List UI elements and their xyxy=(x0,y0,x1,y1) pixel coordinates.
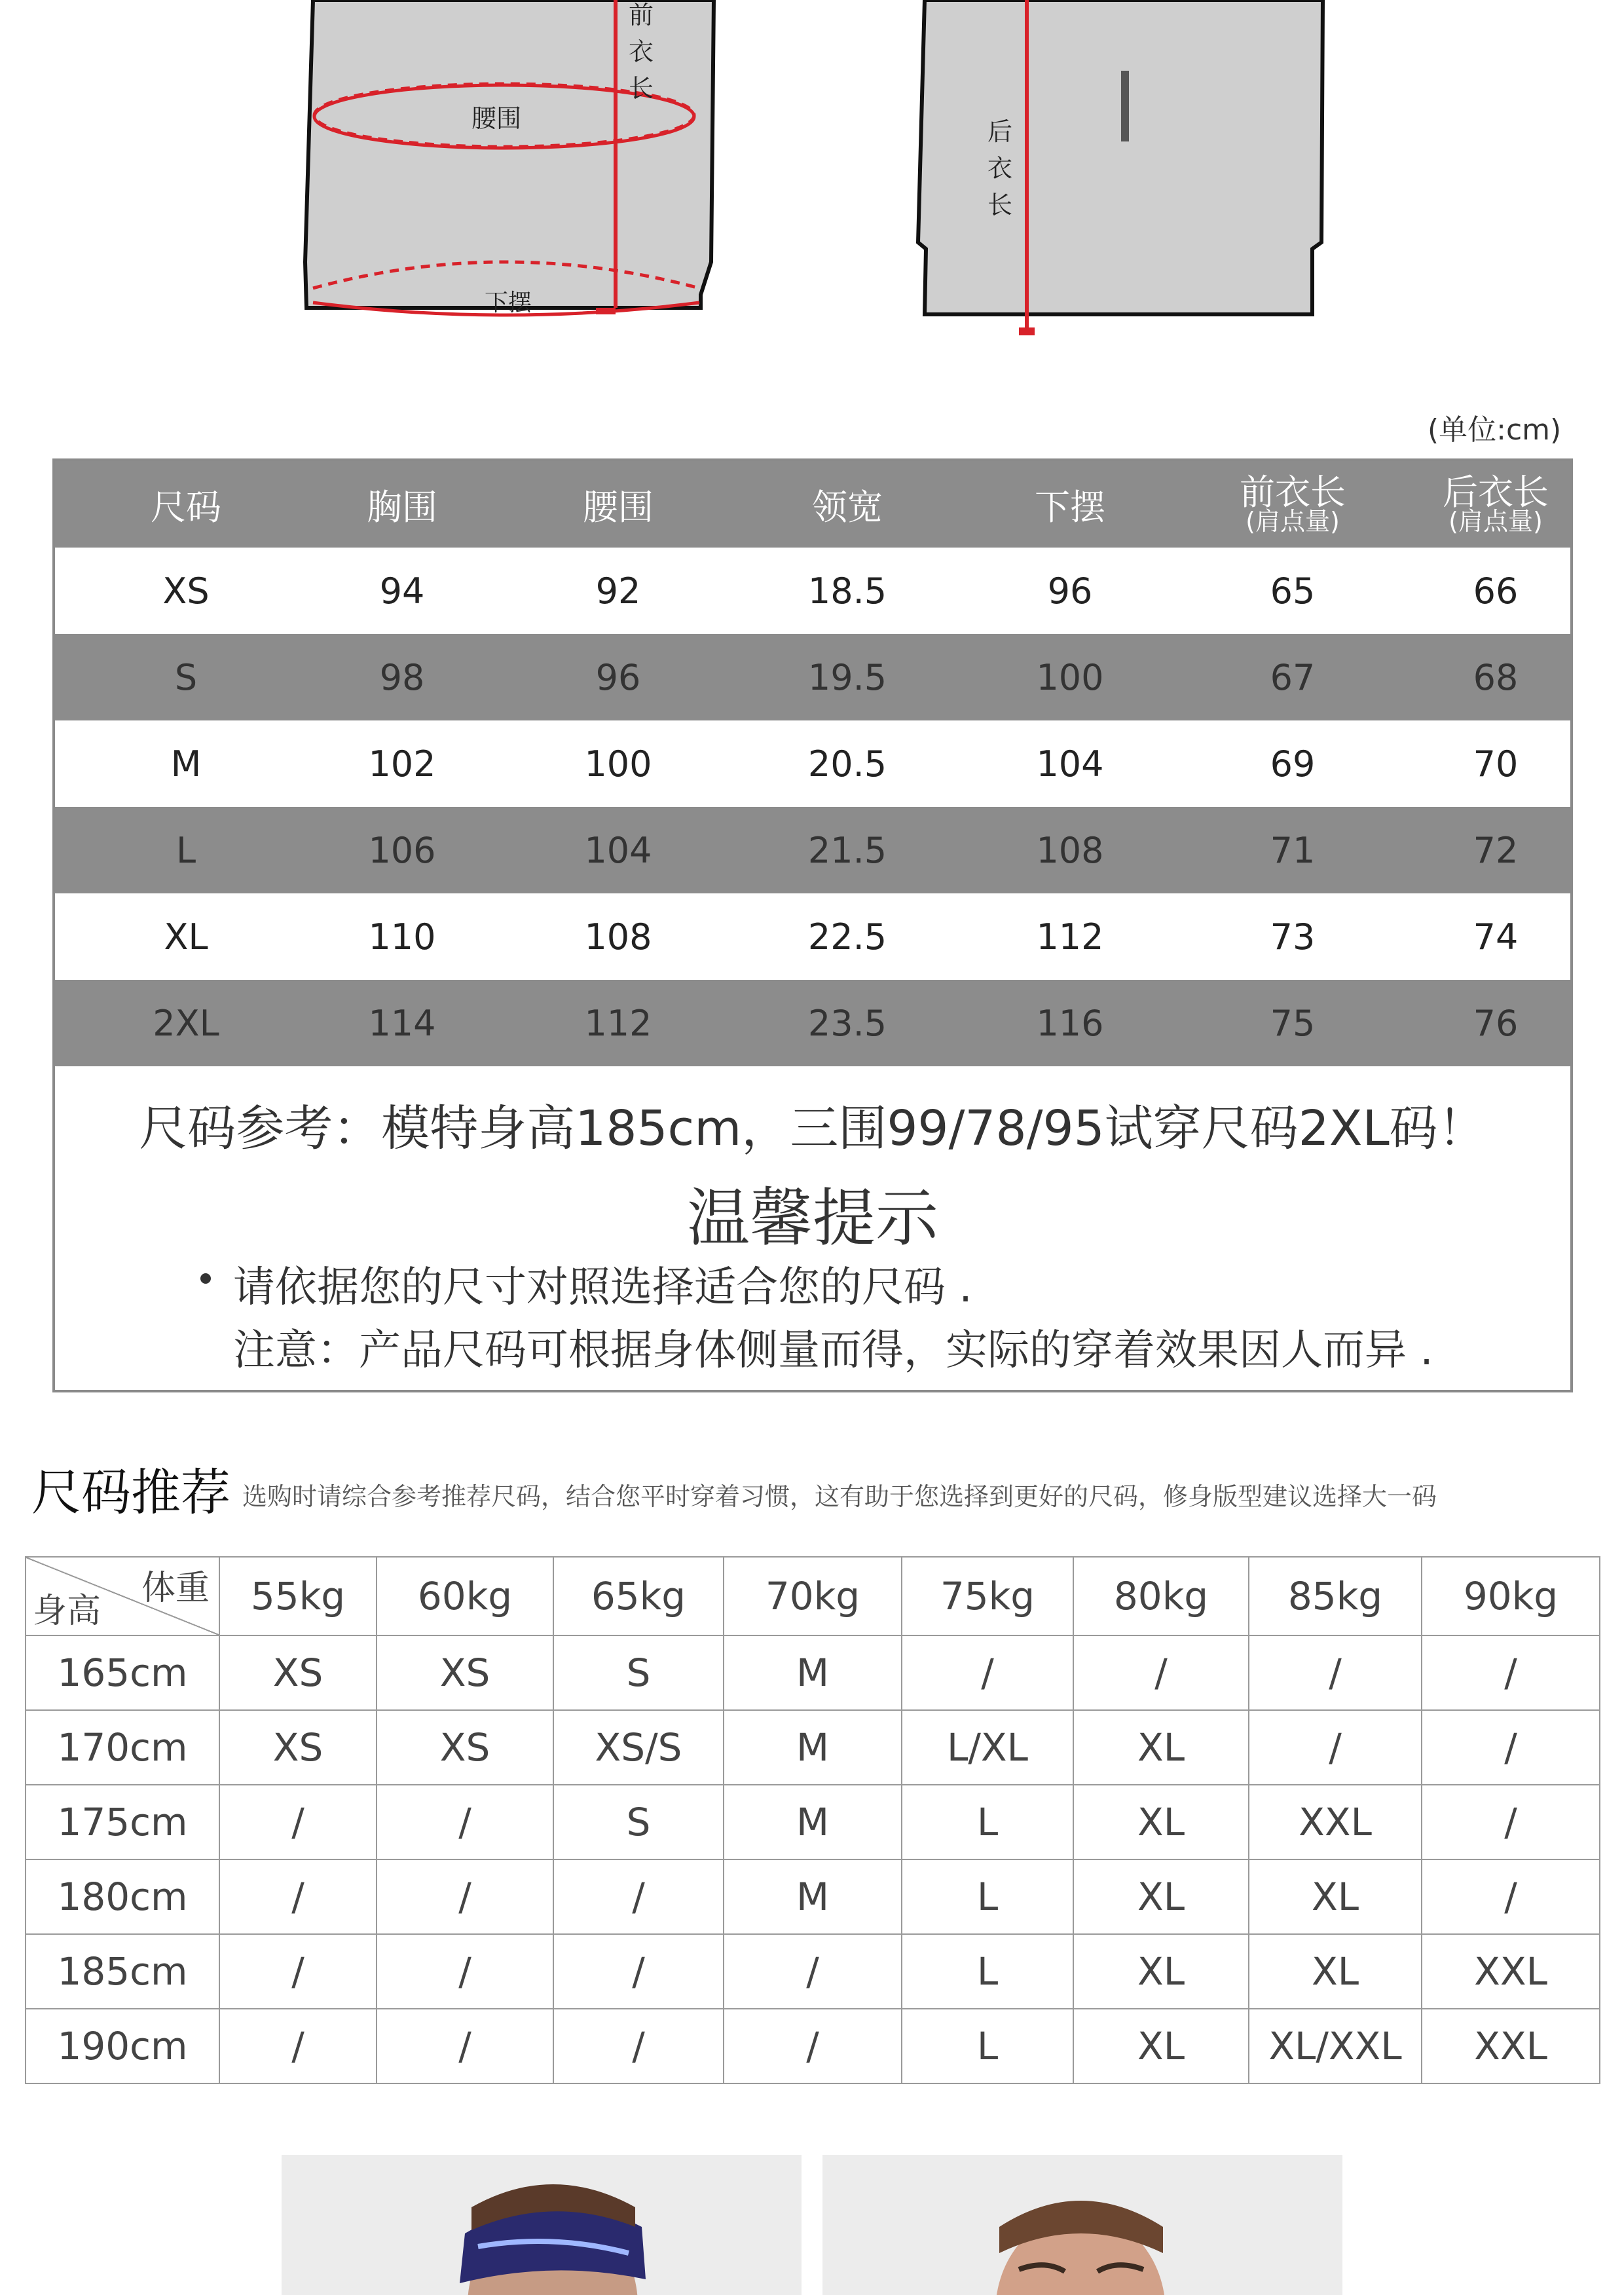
recommend-row xyxy=(26,1934,1600,2009)
tip-2: 注意：产品尺码可根据身体侧量而得，实际的穿着效果因人而异 . xyxy=(233,1326,1433,1375)
size-row xyxy=(55,980,1570,1066)
front-length-label-1: 前 xyxy=(629,1,654,29)
weight-header: 85kg xyxy=(1249,1557,1422,1635)
cell-neck: 23.5 xyxy=(807,1002,887,1044)
header-back-length-main: 后衣长 xyxy=(1443,472,1549,513)
cell-hem: 112 xyxy=(1036,916,1104,958)
recommend-note: 选购时请综合参考推荐尺码，结合您平时穿着习惯，这有助于您选择到更好的尺码，修身版型建议选择大一码 xyxy=(242,1482,1437,1511)
size-reference: 尺码参考：模特身高185cm，三围99/78/95试穿尺码2XL码！ xyxy=(139,1100,1486,1157)
size-row xyxy=(55,720,1570,807)
recommended-size-cell: M xyxy=(724,1635,902,1710)
recommend-row xyxy=(26,1635,1600,1710)
recommended-size-cell: XXL xyxy=(1249,1785,1422,1859)
tip-1: 请依据您的尺寸对照选择适合您的尺码 . xyxy=(233,1263,972,1312)
cell-waist: 112 xyxy=(584,1002,652,1044)
front-length-label-2: 衣 xyxy=(629,37,654,66)
recommend-table xyxy=(25,1556,1600,2084)
corner-height: 身高 xyxy=(33,1592,101,1631)
back-length-label-2: 衣 xyxy=(987,154,1013,183)
cell-waist: 108 xyxy=(584,916,652,958)
header-front-length-sub: (肩点量) xyxy=(1246,506,1340,536)
model-photo-left xyxy=(282,2155,802,2295)
recommended-size-cell: / xyxy=(1422,1785,1600,1859)
header-back-length xyxy=(1417,461,1574,548)
header-chest: 胸围 xyxy=(367,486,437,528)
tip-bullet xyxy=(200,1273,211,1284)
cell-neck: 20.5 xyxy=(807,743,887,785)
recommended-size-cell: XL xyxy=(1249,1934,1422,2009)
recommend-row xyxy=(26,1710,1600,1785)
height-cell: 165cm xyxy=(26,1635,219,1710)
recommend-row xyxy=(26,1785,1600,1859)
cell-back-length: 76 xyxy=(1473,1002,1519,1044)
cell-front-length: 69 xyxy=(1270,743,1316,785)
recommended-size-cell: XXL xyxy=(1422,1934,1600,2009)
model-photo-right xyxy=(822,2155,1342,2295)
height-cell: 190cm xyxy=(26,2009,219,2083)
weight-header: 65kg xyxy=(553,1557,724,1635)
recommended-size-cell: / xyxy=(1422,1710,1600,1785)
height-cell: 180cm xyxy=(26,1859,219,1934)
cell-hem: 100 xyxy=(1036,656,1104,698)
header-waist: 腰围 xyxy=(583,486,654,528)
recommended-size-cell: / xyxy=(1073,1635,1249,1710)
cell-hem: 96 xyxy=(1047,570,1093,612)
cell-hem: 108 xyxy=(1036,829,1104,871)
cell-neck: 21.5 xyxy=(807,829,887,871)
cell-hem: 116 xyxy=(1036,1002,1104,1044)
recommended-size-cell: L xyxy=(902,1859,1073,1934)
size-row xyxy=(55,807,1570,893)
size-chart xyxy=(52,458,1573,1392)
recommended-size-cell: XL xyxy=(1073,1710,1249,1785)
recommended-size-cell: L xyxy=(902,2009,1073,2083)
header-back-length-sub: (肩点量) xyxy=(1449,506,1543,536)
cell-waist: 92 xyxy=(595,570,641,612)
header-hem: 下摆 xyxy=(1035,486,1105,528)
header-size: 尺码 xyxy=(151,486,221,528)
recommended-size-cell: XL xyxy=(1073,1859,1249,1934)
recommended-size-cell: / xyxy=(377,1859,553,1934)
recommended-size-cell: XS xyxy=(377,1635,553,1710)
recommended-size-cell: XS xyxy=(377,1710,553,1785)
cell-chest: 106 xyxy=(368,829,436,871)
size-chart-header xyxy=(55,461,1570,548)
cell-back-length: 66 xyxy=(1473,570,1519,612)
recommended-size-cell: XS/S xyxy=(553,1710,724,1785)
cell-front-length: 71 xyxy=(1270,829,1316,871)
recommended-size-cell: S xyxy=(553,1785,724,1859)
cell-size: M xyxy=(170,743,202,785)
cell-front-length: 67 xyxy=(1270,656,1316,698)
cell-neck: 22.5 xyxy=(807,916,887,958)
recommended-size-cell: L/XL xyxy=(902,1710,1073,1785)
recommended-size-cell: XS xyxy=(219,1710,377,1785)
recommended-size-cell: / xyxy=(219,1859,377,1934)
height-cell: 175cm xyxy=(26,1785,219,1859)
recommended-size-cell: / xyxy=(377,1785,553,1859)
recommended-size-cell: / xyxy=(377,2009,553,2083)
cell-waist: 96 xyxy=(595,656,641,698)
recommended-size-cell: / xyxy=(1422,1635,1600,1710)
cell-front-length: 73 xyxy=(1270,916,1316,958)
weight-header: 75kg xyxy=(902,1557,1073,1635)
cell-neck: 19.5 xyxy=(807,656,887,698)
cell-back-length: 68 xyxy=(1473,656,1519,698)
cell-size: L xyxy=(175,829,196,871)
corner-cell xyxy=(26,1557,219,1635)
recommended-size-cell: M xyxy=(724,1785,902,1859)
recommend-title: 尺码推荐 xyxy=(31,1463,231,1521)
back-garment xyxy=(918,0,1323,314)
recommended-size-cell: XL xyxy=(1073,1785,1249,1859)
weight-header: 70kg xyxy=(724,1557,902,1635)
cell-chest: 110 xyxy=(368,916,436,958)
recommended-size-cell: / xyxy=(377,1934,553,2009)
cell-back-length: 70 xyxy=(1473,743,1519,785)
recommended-size-cell: L xyxy=(902,1934,1073,2009)
cell-size: 2XL xyxy=(153,1002,219,1044)
recommended-size-cell: XL xyxy=(1073,2009,1249,2083)
size-row xyxy=(55,634,1570,720)
recommended-size-cell: / xyxy=(724,1934,902,2009)
weight-header: 55kg xyxy=(219,1557,377,1635)
recommend-row xyxy=(26,1859,1600,1934)
recommended-size-cell: XL/XXL xyxy=(1249,2009,1422,2083)
recommended-size-cell: / xyxy=(902,1635,1073,1710)
recommended-size-cell: XL xyxy=(1249,1859,1422,1934)
recommended-size-cell: / xyxy=(553,1859,724,1934)
recommended-size-cell: / xyxy=(553,1934,724,2009)
cell-back-length: 74 xyxy=(1473,916,1519,958)
cell-waist: 104 xyxy=(584,829,652,871)
recommended-size-cell: XS xyxy=(219,1635,377,1710)
size-row xyxy=(55,893,1570,980)
corner-weight: 体重 xyxy=(141,1569,210,1608)
cell-hem: 104 xyxy=(1036,743,1104,785)
cell-size: S xyxy=(174,656,198,698)
unit-note: (单位:cm) xyxy=(1428,413,1562,447)
cell-neck: 18.5 xyxy=(807,570,887,612)
recommended-size-cell: / xyxy=(219,1934,377,2009)
weight-header: 90kg xyxy=(1422,1557,1600,1635)
front-length-label-3: 长 xyxy=(629,74,654,103)
garment-diagrams xyxy=(0,0,1624,367)
recommended-size-cell: / xyxy=(1422,1859,1600,1934)
recommended-size-cell: / xyxy=(1249,1710,1422,1785)
size-row xyxy=(55,548,1570,634)
cell-front-length: 65 xyxy=(1270,570,1316,612)
recommended-size-cell: / xyxy=(553,2009,724,2083)
waist-label: 腰围 xyxy=(471,104,522,133)
cell-waist: 100 xyxy=(584,743,652,785)
header-neck: 领宽 xyxy=(812,486,883,528)
recommended-size-cell: S xyxy=(553,1635,724,1710)
back-length-label-3: 长 xyxy=(987,191,1013,219)
header-front-length-main: 前衣长 xyxy=(1240,472,1346,513)
back-length-label-1: 后 xyxy=(987,117,1013,146)
recommended-size-cell: / xyxy=(219,1785,377,1859)
weight-header: 60kg xyxy=(377,1557,553,1635)
cell-size: XL xyxy=(164,916,208,958)
tips-title: 温馨提示 xyxy=(687,1182,938,1255)
cell-front-length: 75 xyxy=(1270,1002,1316,1044)
hem-label: 下摆 xyxy=(485,289,532,316)
cell-chest: 102 xyxy=(368,743,436,785)
recommended-size-cell: / xyxy=(724,2009,902,2083)
cell-back-length: 72 xyxy=(1473,829,1519,871)
header-front-length xyxy=(1208,461,1378,548)
cell-chest: 114 xyxy=(368,1002,436,1044)
cell-chest: 94 xyxy=(379,570,425,612)
cell-size: XS xyxy=(162,570,210,612)
recommended-size-cell: XL xyxy=(1073,1934,1249,2009)
recommended-size-cell: / xyxy=(1249,1635,1422,1710)
height-cell: 185cm xyxy=(26,1934,219,2009)
recommend-row xyxy=(26,2009,1600,2083)
recommend-header-row xyxy=(26,1557,1600,1635)
recommended-size-cell: L xyxy=(902,1785,1073,1859)
cell-chest: 98 xyxy=(379,656,425,698)
recommended-size-cell: / xyxy=(219,2009,377,2083)
height-cell: 170cm xyxy=(26,1710,219,1785)
recommended-size-cell: XXL xyxy=(1422,2009,1600,2083)
recommended-size-cell: M xyxy=(724,1859,902,1934)
weight-header: 80kg xyxy=(1073,1557,1249,1635)
recommended-size-cell: M xyxy=(724,1710,902,1785)
